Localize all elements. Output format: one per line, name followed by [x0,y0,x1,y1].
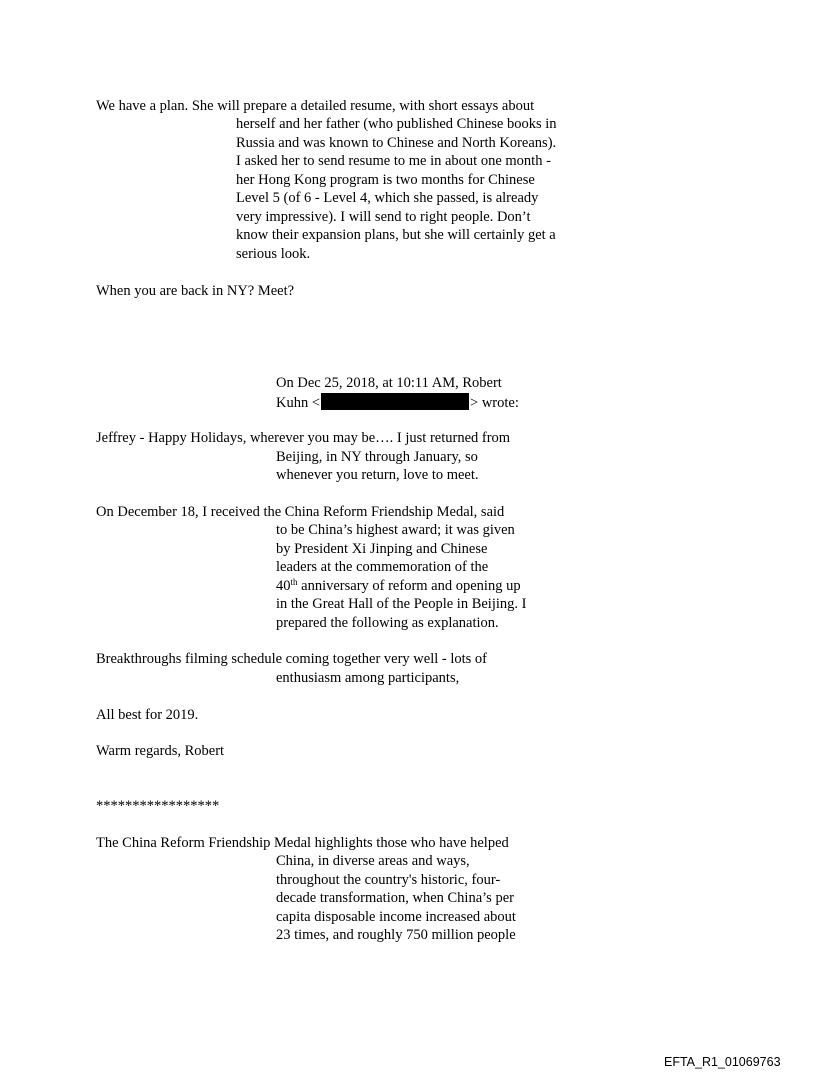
text-line: Jeffrey - Happy Holidays, wherever you may be…. I just returned from [96,430,511,446]
text-line: Level 5 (of 6 - Level 4, which she passed, is already [236,190,539,206]
paragraph-meet: When you are back in NY? Meet? [96,283,295,299]
text-line: Beijing, in NY through January, so [276,449,478,465]
text-line: herself and her father (who published Chinese books in [236,116,557,132]
text-line: whenever you return, love to meet. [276,467,479,483]
text-line: Breakthroughs filming schedule coming together very well - lots of [96,651,488,667]
text-line: throughout the country's historic, four- [276,872,501,888]
text-line: know their expansion plans, but she will certainly get a [236,227,556,243]
paragraph-all-best: All best for 2019. [96,707,199,723]
redacted-email [321,393,469,410]
anniversary-text: anniversary of reform and opening up [297,578,521,594]
text-line: On December 18, I received the China Reform Friendship Medal, said [96,504,505,520]
text-line: enthusiasm among participants, [276,670,460,686]
document-id-footer: EFTA_R1_01069763 [664,1055,781,1069]
text-line [276,577,521,595]
text-line: in the Great Hall of the People in Beijing. I [276,596,527,612]
quote-header-line: On Dec 25, 2018, at 10:11 AM, Robert [276,375,502,391]
text-line: leaders at the commemoration of the [276,559,489,575]
anniversary-number: 40 [276,578,291,594]
text-line: prepared the following as explanation. [276,615,499,631]
text-line: The China Reform Friendship Medal highlights those who have helped [96,835,509,851]
text-line: her Hong Kong program is two months for Chinese [236,172,535,188]
text-line: capita disposable income increased about [276,909,516,925]
text-line: We have a plan. She will prepare a detailed resume, with short essays about [96,98,535,114]
text-line: to be China’s highest award; it was given [276,522,515,538]
asterisk-separator: ***************** [96,798,220,814]
text-line: I asked her to send resume to me in about one month - [236,153,551,169]
sender-suffix: > wrote: [470,395,519,411]
ordinal-suffix: th [290,577,298,587]
quote-header-line [276,393,519,412]
text-line: serious look. [236,246,311,262]
signature-line: Warm regards, Robert [96,743,225,759]
text-line: China, in diverse areas and ways, [276,853,470,869]
text-line: very impressive). I will send to right people. Don’t [236,209,531,225]
text-line: decade transformation, when China’s per [276,890,514,906]
text-line: 23 times, and roughly 750 million people [276,927,516,943]
text-line: by President Xi Jinping and Chinese [276,541,488,557]
sender-prefix: Kuhn < [276,395,321,411]
text-line: Russia and was known to Chinese and North Koreans). [236,135,557,151]
